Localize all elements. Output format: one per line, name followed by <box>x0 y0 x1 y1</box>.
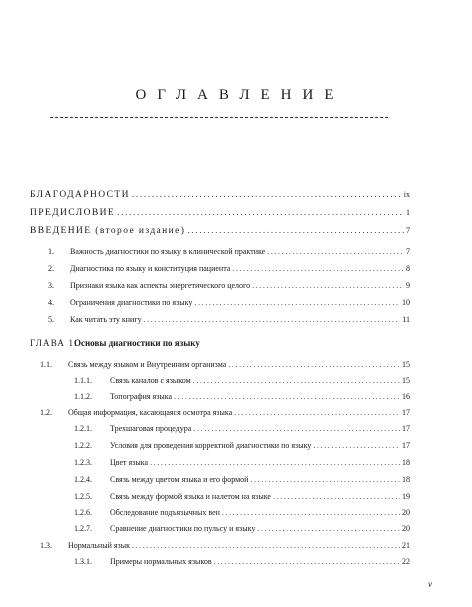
toc-entry-number: 1.3.1. <box>74 557 92 566</box>
toc-entry[interactable] <box>40 541 410 550</box>
dot-leader <box>252 281 404 290</box>
toc-entry-page: 21 <box>402 541 410 550</box>
toc-entry-page: 17 <box>402 441 410 450</box>
dot-leader <box>222 508 400 517</box>
dot-leader <box>273 492 400 501</box>
toc-entry-label: ВВЕДЕНИЕ (второе издание) <box>30 226 186 236</box>
toc-entry-label: Условия для проведения корректной диагностики по языку <box>110 441 312 450</box>
toc-entry-label: Ограничения диагностики по языку <box>70 298 193 307</box>
toc-entry-page: 7 <box>406 247 410 256</box>
toc-entry[interactable] <box>48 281 410 290</box>
toc-entry-preface[interactable] <box>30 208 410 218</box>
toc-entry[interactable] <box>74 524 410 533</box>
page-number: v <box>428 579 432 589</box>
toc-entry-page: 11 <box>402 315 410 324</box>
dot-leader <box>194 298 400 307</box>
toc-entry-number: 1. <box>48 247 54 256</box>
page-title: ОГЛАВЛЕНИЕ <box>135 87 345 103</box>
toc-entry-label: Обследование подъязычных вен <box>110 508 220 517</box>
dot-leader <box>228 360 400 369</box>
dot-leader <box>313 441 400 450</box>
toc-entry[interactable] <box>48 264 410 273</box>
dot-leader <box>214 557 400 566</box>
toc-entry-label: Связь каналов с языком <box>110 376 191 385</box>
toc-entry[interactable] <box>74 424 410 433</box>
toc-entry[interactable] <box>74 441 410 450</box>
toc-entry-label: Важность диагностики по языку в клинической практике <box>70 247 266 256</box>
toc-entry-number: 1.2.4. <box>74 475 92 484</box>
toc-entry-page: 8 <box>406 264 410 273</box>
dot-leader <box>257 524 400 533</box>
toc-entry-label: Трехшаговая процедура <box>110 424 192 433</box>
toc-entry-page: 7 <box>406 226 410 235</box>
toc-entry-number: 3. <box>48 281 54 290</box>
toc-entry-page: 18 <box>402 458 410 467</box>
toc-entry-number: 1.2.2. <box>74 441 92 450</box>
toc-entry-label: БЛАГОДАРНОСТИ <box>30 190 130 200</box>
dot-leader <box>174 392 400 401</box>
toc-entry-label: Признаки языка как аспекты энергетического целого <box>70 281 251 290</box>
toc-entry-number: 1.2.6. <box>74 508 92 517</box>
dot-leader <box>144 315 401 324</box>
toc-entry-page: 16 <box>402 392 410 401</box>
dot-leader <box>193 424 400 433</box>
toc-entry[interactable] <box>74 557 410 566</box>
dot-leader <box>187 226 404 236</box>
dot-leader <box>232 264 404 273</box>
toc-entry-page: 15 <box>402 360 410 369</box>
toc-entry[interactable] <box>48 298 410 307</box>
toc-entry-label: Сравнение диагностики по пульсу и языку <box>110 524 256 533</box>
toc-entry[interactable] <box>74 508 410 517</box>
toc-entry-page: 17 <box>402 424 410 433</box>
toc-entry-page: ix <box>403 190 410 199</box>
toc-entry-number: 1.2.7. <box>74 524 92 533</box>
dot-leader <box>234 408 400 417</box>
toc-entry[interactable] <box>48 315 410 324</box>
dot-leader <box>132 190 402 200</box>
toc-entry-page: 15 <box>402 376 410 385</box>
toc-entry-label: Цвет языка <box>110 458 149 467</box>
toc-entry-number: 1.1. <box>40 360 52 369</box>
toc-entry-number: 1.2.5. <box>74 492 92 501</box>
chapter-number: ГЛАВА 1. <box>30 338 78 348</box>
toc-entry-number: 2. <box>48 264 54 273</box>
title-divider <box>50 117 388 118</box>
toc-entry-page: 19 <box>402 492 410 501</box>
dot-leader <box>117 208 404 218</box>
toc-entry-number: 1.3. <box>40 541 52 550</box>
toc-entry-page: 20 <box>402 508 410 517</box>
chapter-title: Основы диагностики по языку <box>74 338 200 348</box>
toc-entry-label: Диагностика по языку и конституция пациента <box>70 264 231 273</box>
toc-entry-number: 1.2.1. <box>74 424 92 433</box>
toc-entry-label: Связь между языком и Внутренним организма <box>68 360 227 369</box>
toc-entry[interactable] <box>74 458 410 467</box>
chapter-heading[interactable] <box>30 338 200 348</box>
toc-entry[interactable] <box>48 247 410 256</box>
toc-entry-label: Общая информация, касающаяся осмотра языка <box>68 408 233 417</box>
toc-entry[interactable] <box>74 392 410 401</box>
toc-entry-acknowledgements[interactable] <box>30 190 410 200</box>
toc-entry-label: Как читать эту книгу <box>70 315 142 324</box>
dot-leader <box>150 458 400 467</box>
toc-entry-label: Связь между формой языка и налетом на языке <box>110 492 271 501</box>
toc-entry-number: 1.1.1. <box>74 376 92 385</box>
dot-leader <box>250 475 400 484</box>
toc-entry-page: 20 <box>402 524 410 533</box>
toc-entry-label: Топография языка <box>110 392 173 401</box>
toc-entry-number: 1.1.2. <box>74 392 92 401</box>
toc-entry[interactable] <box>74 475 410 484</box>
toc-entry[interactable] <box>74 492 410 501</box>
toc-entry[interactable] <box>74 376 410 385</box>
toc-entry-label: ПРЕДИСЛОВИЕ <box>30 208 116 218</box>
dot-leader <box>193 376 400 385</box>
toc-entry-label: Нормальный язык <box>68 541 130 550</box>
toc-entry-label: Примеры нормальных языков <box>110 557 212 566</box>
toc-entry-number: 4. <box>48 298 54 307</box>
toc-entry-number: 1.2.3. <box>74 458 92 467</box>
toc-entry-page: 10 <box>402 298 410 307</box>
toc-entry-page: 17 <box>402 408 410 417</box>
toc-entry[interactable] <box>40 408 410 417</box>
toc-entry-label: Связь между цветом языка и его формой <box>110 475 249 484</box>
dot-leader <box>132 541 400 550</box>
dot-leader <box>267 247 404 256</box>
toc-entry-page: 22 <box>402 557 410 566</box>
toc-entry-number: 5. <box>48 315 54 324</box>
toc-entry-page: 1 <box>406 208 410 217</box>
toc-entry[interactable] <box>40 360 410 369</box>
toc-entry-introduction[interactable] <box>30 226 410 236</box>
toc-entry-page: 18 <box>402 475 410 484</box>
toc-entry-number: 1.2. <box>40 408 52 417</box>
toc-entry-page: 9 <box>406 281 410 290</box>
